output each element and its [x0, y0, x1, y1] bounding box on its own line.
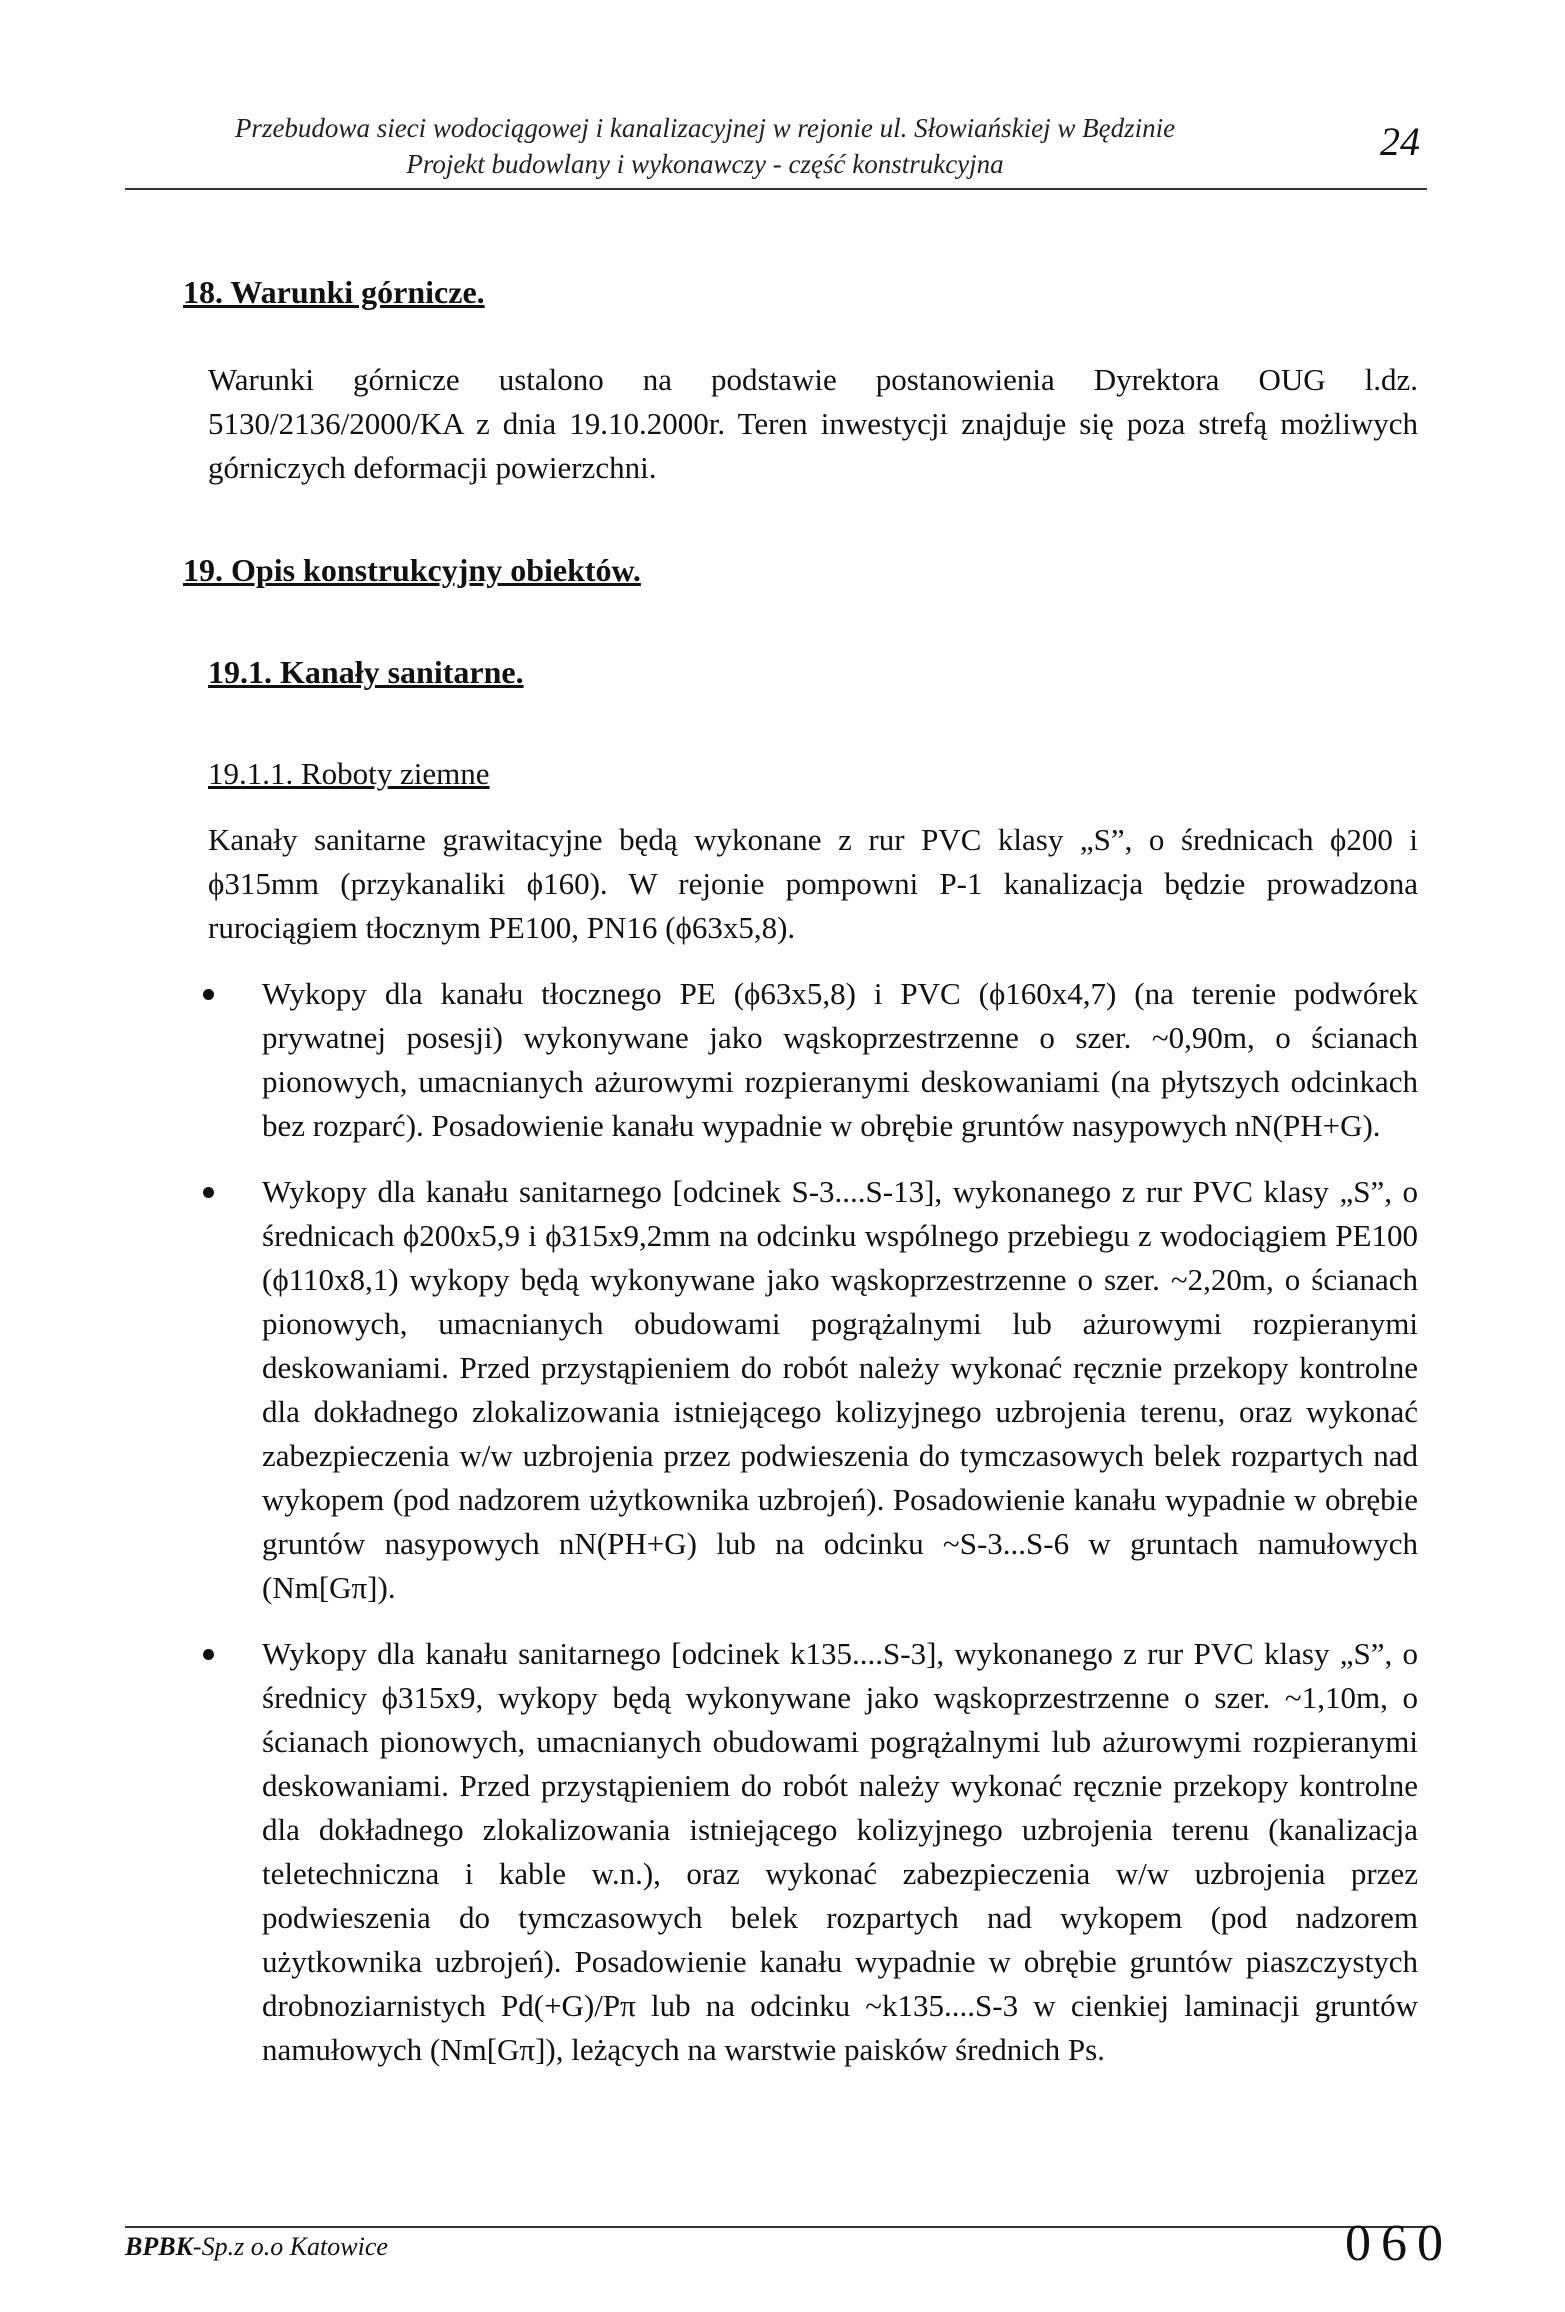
excavation-bullet-list — [208, 972, 1418, 2072]
section-19-1-1-paragraph: Kanały sanitarne grawitacyjne będą wykonane z rur PVC klasy „S”, o średnicach ϕ200 i ϕ315mm (przykanaliki ϕ160). W rejonie pompowni P-1 kanalizacja będzie prowadzona rurociągiem tłocznym PE100, PN16 (ϕ63x5,8). — [208, 822, 1418, 945]
bullet-icon — [203, 1649, 214, 1660]
footer-company — [125, 2232, 388, 2262]
footer-company-rest: -Sp.z o.o Katowice — [192, 2232, 388, 2261]
document-body — [183, 270, 1418, 2094]
footer-company-bold: BPBK — [125, 2232, 193, 2261]
header-title-line1: Przebudowa sieci wodociągowej i kanalizacyjnej w rejonie ul. Słowiańskiej w Będzinie — [234, 113, 1176, 143]
footer-divider — [125, 2226, 1427, 2228]
section-19-heading: 19. Opis konstrukcyjny obiektów. — [183, 552, 641, 588]
list-item-text: Wykopy dla kanału sanitarnego [odcinek k135....S-3], wykonanego z rur PVC klasy „S”, o średnicy ϕ315x9, wykopy będą wykonywane jako wąskoprzestrzenne o szer. ~1,10m, o ścianach pionowych, umacnianych obudowami pogrążalnymi lub ażurowymi rozpieranymi deskowaniami. Przed przystąpieniem do robót należy wykonać ręcznie przekopy kontrolne dla dokładnego zlokalizowania istniejącego kolizyjnego uzbrojenia terenu (kanalizacja teletechniczna i kable w.n.), oraz wykonać zabezpieczenia w/w uzbrojenia przez podwieszenia do tymczasowych belek rozpartych nad wykopem (pod nadzorem użytkownika uzbrojeń). Posadowienie kanału wypadnie w obrębie gruntów piaszczystych drobnoziarnistych Pd(+G)/Pπ lub na odcinku ~k135....S-3 w cienkiej laminacji gruntów namułowych (Nm[Gπ]), leżących na warstwie paisków średnich Ps. — [262, 1636, 1418, 2067]
section-18-heading: 18. Warunki górnicze. — [183, 274, 485, 310]
list-item-text: Wykopy dla kanału tłocznego PE (ϕ63x5,8) i PVC (ϕ160x4,7) (na terenie podwórek prywatnej posesji) wykonywane jako wąskoprzestrzenne o szer. ~0,90m, o ścianach pionowych, umacnianych ażurowymi rozpieranymi deskowaniami (na płytszych odcinkach bez rozparć). Posadowienie kanału wypadnie w obrębie gruntów nasypowych nN(PH+G). — [262, 976, 1418, 1143]
list-item — [208, 972, 1418, 1148]
bullet-icon — [203, 1187, 214, 1198]
bullet-icon — [203, 989, 214, 1000]
page-header — [140, 110, 1420, 190]
section-18-paragraph: Warunki górnicze ustalono na podstawie postanowienia Dyrektora OUG l.dz. 5130/2136/2000/KA z dnia 19.10.2000r. Teren inwestycji znajduje się poza strefą możliwych górniczych deformacji powierzchni. — [208, 362, 1418, 485]
page-number: 24 — [1380, 119, 1420, 164]
page-stamp-number: 060 — [1345, 2215, 1453, 2272]
section-19-1-heading: 19.1. Kanały sanitarne. — [208, 654, 524, 690]
header-divider — [125, 188, 1427, 190]
header-title-line2: Projekt budowlany i wykonawczy - część konstrukcyjna — [406, 149, 1004, 179]
list-item-text: Wykopy dla kanału sanitarnego [odcinek S-3....S-13], wykonanego z rur PVC klasy „S”, o średnicach ϕ200x5,9 i ϕ315x9,2mm na odcinku wspólnego przebiegu z wodociągiem PE100 (ϕ110x8,1) wykopy będą wykonywane jako wąskoprzestrzenne o szer. ~2,20m, o ścianach pionowych, umacnianych obudowami pogrążalnymi lub ażurowymi rozpieranymi deskowaniami. Przed przystąpieniem do robót należy wykonać ręcznie przekopy kontrolne dla dokładnego zlokalizowania istniejącego kolizyjnego uzbrojenia terenu, oraz wykonać zabezpieczenia w/w uzbrojenia przez podwieszenia do tymczasowych belek rozpartych nad wykopem (pod nadzorem użytkownika uzbrojeń). Posadowienie kanału wypadnie w obrębie gruntów nasypowych nN(PH+G) lub na odcinku ~S-3...S-6 w gruntach namułowych (Nm[Gπ]). — [262, 1174, 1418, 1605]
section-19-1-1-heading: 19.1.1. Roboty ziemne — [208, 756, 490, 791]
list-item — [208, 1170, 1418, 1610]
list-item — [208, 1632, 1418, 2072]
